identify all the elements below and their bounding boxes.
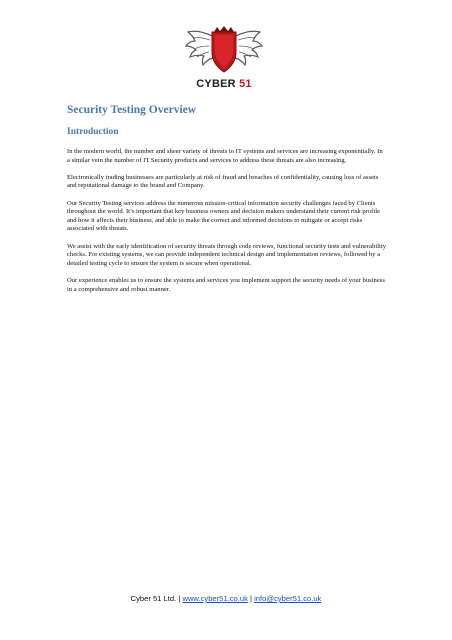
footer-company: Cyber 51 Ltd. — [130, 594, 177, 603]
winged-shield-icon — [184, 26, 264, 78]
page-title: Security Testing Overview — [67, 104, 197, 116]
paragraph: In the modern world, the number and sheer variety of threats to IT systems and services are increasing exponentially. In a similar vein the number of IT Security products and services to address these threats are also increasing. — [67, 148, 383, 164]
logo-number: 51 — [239, 78, 252, 90]
logo-word: CYBER — [196, 78, 236, 90]
footer-separator: | — [178, 594, 181, 603]
paragraph: Electronically trading businesses are particularly at risk of fraud and breaches of confidentiality, causing loss of assets and reputational damage to the brand and Company. — [67, 173, 379, 190]
paragraph: Our Security Testing services address the numerous mission-critical information security challenges faced by Clients throughout the world. It’s important that key business owners and decision makers understand their current risk profile and how it affects their business, and able to make the correct and informed decisions to mitigate or accept risks associated with threats. — [67, 199, 380, 233]
company-logo — [184, 26, 264, 96]
email-link[interactable]: info@cyber51.co.uk — [254, 594, 322, 603]
body-text — [67, 148, 387, 303]
section-heading: Introduction — [67, 127, 119, 137]
page-footer — [0, 594, 452, 603]
paragraph: Our experience enables us to ensure the systems and services you implement support the security needs of your business in a comprehensive and robust manner. — [67, 276, 385, 293]
footer-separator: | — [250, 594, 252, 603]
paragraph: We assist with the early identification of security threats through code reviews, functional security tests and vulnerability checks. For existing systems, we can provide independent technical design and implementation reviews, followed by a detailed testing cycle to ensure the system is secure when operational. — [67, 242, 386, 267]
website-link[interactable]: www.cyber51.co.uk — [182, 594, 248, 603]
